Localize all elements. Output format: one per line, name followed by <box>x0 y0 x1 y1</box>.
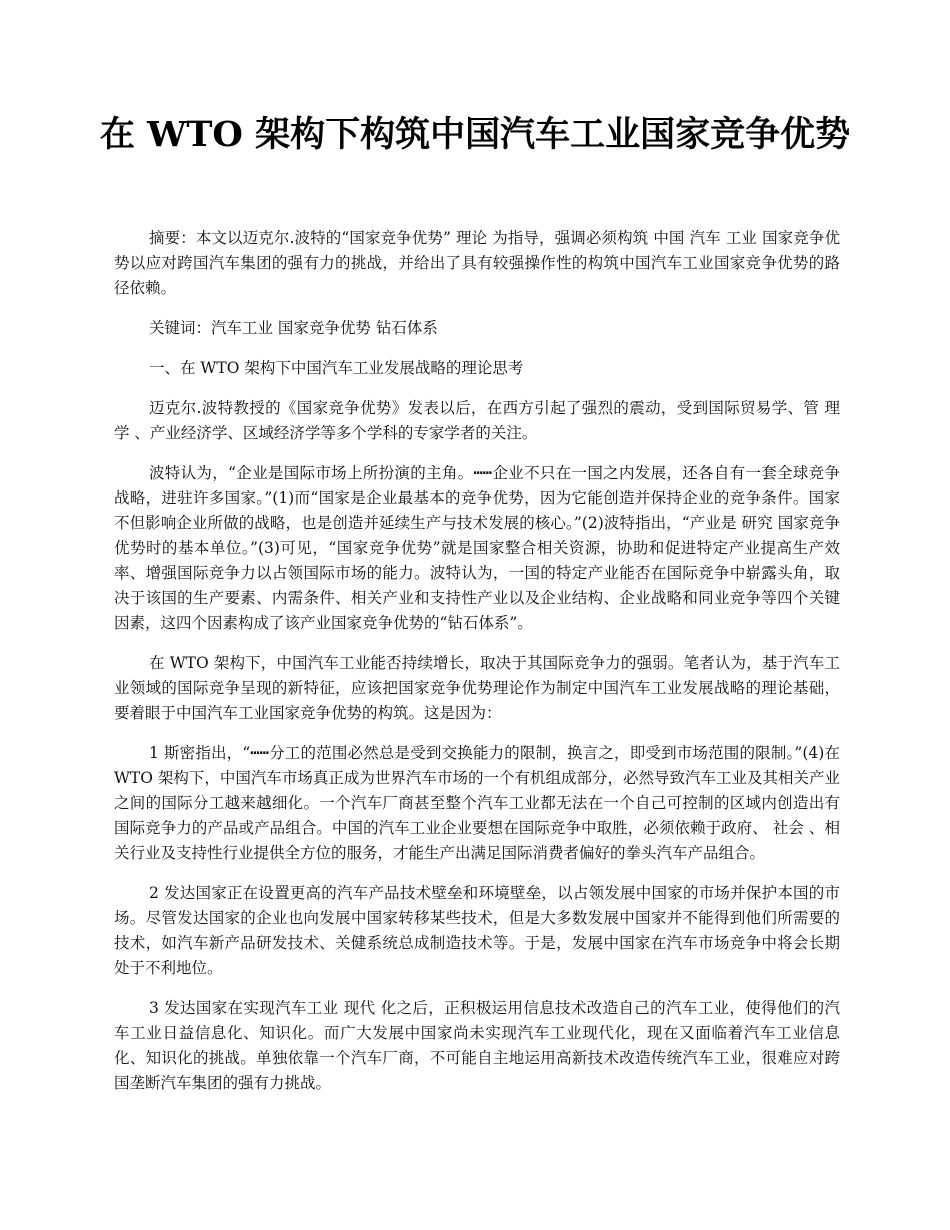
body-paragraph: 在 WTO 架构下，中国汽车工业能否持续增长，取决于其国际竞争力的强弱。笔者认为，基于汽车工业领域的国际竞争呈现的新特征，应该把国家竞争优势理论作为制定中国汽车工业发展战略的理论基础，要着眼于中国汽车工业国家竞争优势的构筑。这是因为： <box>114 654 840 722</box>
section-heading: 一、在 WTO 架构下中国汽车工业发展战略的理论思考 <box>149 359 524 377</box>
body-paragraph: 迈克尔.波特教授的《国家竞争优势》发表以后，在西方引起了强烈的震动，受到国际贸易学、管 理学 、产业经济学、区域经济学等多个学科的专家学者的关注。 <box>114 399 840 442</box>
body-paragraph: 1 斯密指出，“┅┅分工的范围必然总是受到交换能力的限制，换言之，即受到市场范围的限制。”(4)在 WTO 架构下，中国汽车市场真正成为世界汽车市场的一个有机组成部分，必然导致汽车工业及其相关产业之间的国际分工越来越细化。一个汽车厂商甚至整个汽车工业都无法在一个自己可控制的区域内创造出有国际竞争力的产品或产品组合。中国的汽车工业企业要想在国际竞争中取胜，必须依赖于政府、 社会 、相关行业及支持性行业提供全方位的服务，才能生产出满足国际消费者偏好的拳头汽车产品组合。 <box>114 744 840 862</box>
body-paragraph: 2 发达国家正在设置更高的汽车产品技术壁垒和环境壁垒，以占领发展中国家的市场并保护本国的市场。尽管发达国家的企业也向发展中国家转移某些技术，但是大多数发展中国家并不能得到他们所需要的技术，如汽车新产品研发技术、关健系统总成制造技术等。于是，发展中国家在汽车市场竞争中将会长期处于不利地位。 <box>114 884 840 977</box>
keywords-paragraph: 关键词：汽车工业 国家竞争优势 钻石体系 <box>149 319 438 337</box>
abstract-paragraph: 摘要：本文以迈克尔.波特的“国家竞争优势” 理论 为指导，强调必须构筑 中国 汽车 工业 国家竞争优势以应对跨国汽车集团的强有力的挑战，并给出了具有较强操作性的构筑中国汽车工业国家竞争优势的路径依赖。 <box>114 229 840 297</box>
body-paragraph: 3 发达国家在实现汽车工业 现代 化之后，正积极运用信息技术改造自己的汽车工业，使得他们的汽车工业日益信息化、知识化。而广大发展中国家尚未实现汽车工业现代化，现在又面临着汽车工业信息化、知识化的挑战。单独依靠一个汽车厂商，不可能自主地运用高新技术改造传统汽车工业，很难应对跨国垄断汽车集团的强有力挑战。 <box>114 999 840 1092</box>
document-body <box>114 226 840 1111</box>
page-title: 在 WTO 架构下构筑中国汽车工业国家竞争优势 <box>99 114 851 155</box>
body-paragraph: 波特认为，“企业是国际市场上所扮演的主角。┅┅企业不只在一国之内发展，还各自有一套全球竞争战略，进驻许多国家。”(1)而“国家是企业最基本的竞争优势，因为它能创造并保持企业的竞争条件。国家不但影响企业所做的战略，也是创造并延续生产与技术发展的核心。”(2)波特指出，“产业是 研究 国家竞争优势时的基本单位。”(3)可见，“国家竞争优势”就是国家整合相关资源，协助和促进特定产业提高生产效率、增强国际竞争力以占领国际市场的能力。波特认为，一国的特定产业能否在国际竞争中崭露头角，取决于该国的生产要素、内需条件、相关产业和支持性产业以及企业结构、企业战略和同业竞争等四个关键因素，这四个因素构成了该产业国家竞争优势的“钻石体系”。 <box>114 464 840 632</box>
